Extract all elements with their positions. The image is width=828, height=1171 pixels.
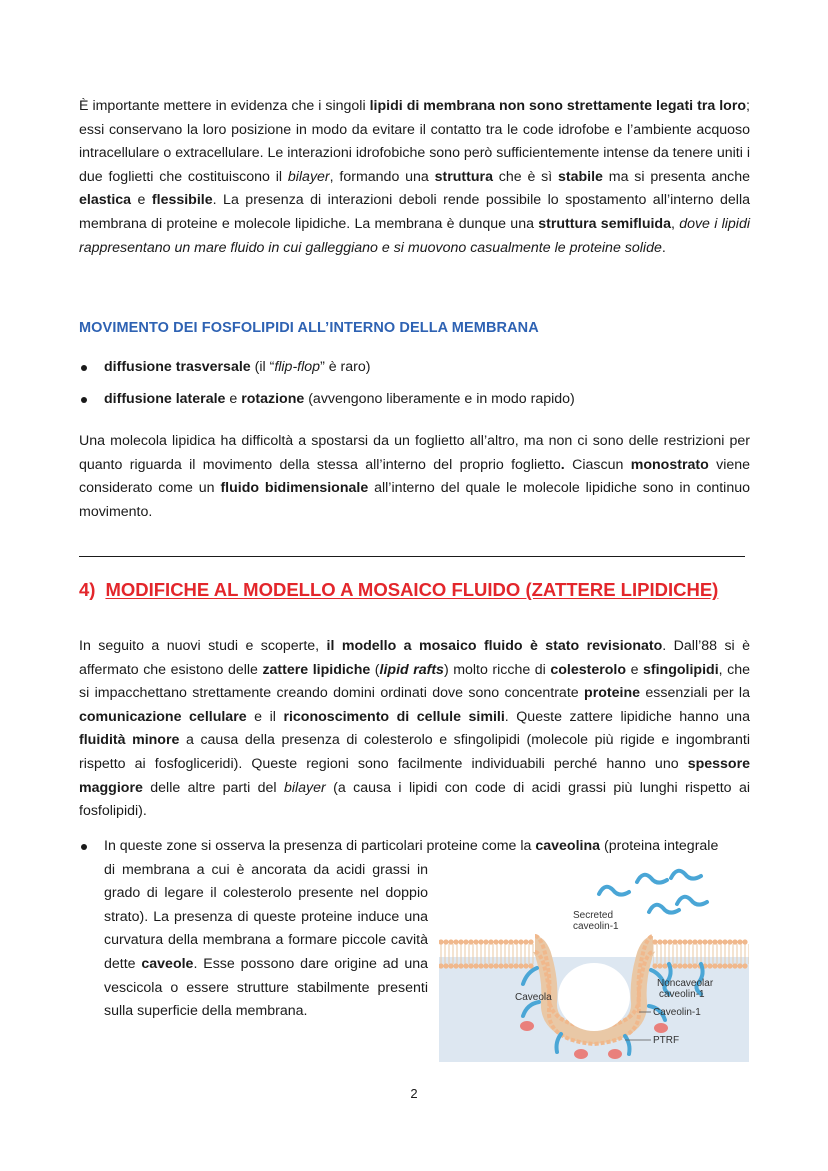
ptrf-oval [520,1021,534,1031]
lipid-head [498,939,503,944]
label-secreted: Secreted [573,910,614,921]
lipid-head [523,963,528,968]
lipid-head [732,939,737,944]
lipid-head [523,939,528,944]
lipid-head [732,963,737,968]
paragraph-lipid-interactions: È importante mettere in evidenza che i singoli lipidi di membrana non sono strettamente legati tra loro; essi conservano la loro posizione in modo da evitare il contatto tra le code idrofobe e l’ambiente acquoso intracellulare o extracellulare. Le interazioni idrofobiche sono però sufficientemente intense da tenere uniti i due foglietti che costituiscono il bilayer, formando una struttura che è sì stabile ma si presenta anche elastica e flessibile. La presenza di interazioni deboli rende possibile lo spostamento all’interno della membrana di proteine e molecole lipidiche. La membrana è dunque una struttura semifluida, dove i lipidi rappresentano un mare fluido in cui galleggiano e si muovono casualmente le proteine solide. [79,98,750,256]
bullet-dot-icon [81,397,87,403]
lipid-head [717,939,722,944]
lipid-head [727,939,732,944]
lipid-head [493,939,498,944]
lipid-head [742,963,747,968]
bullet-dot-icon [81,844,87,850]
lipid-head [742,939,747,944]
lipid-head [463,963,468,968]
lipid-head [443,963,448,968]
lipid-head [677,939,682,944]
lipid-head [682,939,687,944]
paragraph-monolayer: Una molecola lipidica ha difficoltà a spostarsi da un foglietto all’altro, ma non ci sono delle restrizioni per quanto riguarda il movimento della stessa all’interno del proprio foglietto. Ciascun monostrato viene considerato come un fluido bidimensionale all’interno del quale le molecole lipidiche sono in continuo movimento. [79,433,751,520]
label-ptrf: PTRF [653,1035,680,1046]
lipid-head [687,963,692,968]
lipid-head [702,939,707,944]
lipid-head [513,963,518,968]
paragraph-lipid-rafts: In seguito a nuovi studi e scoperte, il modello a mosaico fluido è stato revisionato. Dall’88 si è affermato che esistono delle zattere lipidiche (lipid rafts) molto ricche di colesterolo e sfingolipidi, che si impacchettano strettamente creando domini ordinati dove sono concentrate proteine essenziali per la comunicazione cellulare e il riconoscimento di cellule simili. Queste zattere lipidiche hanno una fluidità minore a causa della presenza di colesterolo e sfingolipidi (molecole più rigide e ingombranti rispetto ai fosfogliceridi). Queste regioni sono facilmente individuabili perché hanno uno spessore maggiore delle altre parti del bilayer (a causa i lipidi con code di acidi grassi più lunghi rispetto ai fosfolipidi). [79,638,751,820]
lipid-head [513,939,518,944]
lipid-head [483,963,488,968]
lipid-head [508,939,513,944]
lipid-head [463,939,468,944]
lipid-head [662,939,667,944]
caveolin-bullet-text: di membrana a cui è ancorata da acidi grassi in grado di legare il colesterolo presente nel doppio strato). La presenza di queste proteine induce una curvatura della membrana a formare piccole cavità dette caveole. Esse possono dare origine ad una vescicola o essere strutture stabilmente presenti sulla superficie della membrana. [104,861,428,1020]
lipid-head [483,939,488,944]
lipid-head [448,963,453,968]
lipid-head [468,963,473,968]
label-noncaveolar-sub: caveolin-1 [659,989,705,1000]
lipid-head [478,963,483,968]
lipid-head [682,963,687,968]
lipid-head [473,963,478,968]
lipid-head [488,939,493,944]
lipid-head [667,939,672,944]
lipid-head [692,963,697,968]
section-heading: MOVIMENTO DEI FOSFOLIPIDI ALL’INTERNO DELLA MEMBRANA [79,320,539,336]
lipid-head [652,939,657,944]
lipid-head [672,939,677,944]
lipid-head [727,963,732,968]
caveola-diagram [439,862,749,1062]
lipid-head [722,939,727,944]
caveola-lumen [558,963,630,1031]
lipid-head [443,939,448,944]
lipid-head [458,939,463,944]
movement-bullet-list [79,356,750,419]
lipid-head [722,963,727,968]
lipid-head [657,939,662,944]
label-caveolin: Caveolin-1 [653,1007,701,1018]
lipid-head [657,963,662,968]
page-number: 2 [410,1086,418,1101]
lipid-head [498,963,503,968]
lipid-head [518,939,523,944]
bullet-item: diffusione laterale e rotazione (avvengono liberamente e in modo rapido) [79,388,750,412]
lipid-head [697,939,702,944]
lipid-head [712,939,717,944]
lipid-head [448,939,453,944]
lipid-head [493,963,498,968]
horizontal-divider [79,556,745,557]
lipid-head [737,963,742,968]
lipid-head [652,963,657,968]
lipid-head [677,963,682,968]
lipid-head [687,939,692,944]
lipid-head [488,963,493,968]
lipid-head [672,963,677,968]
bullet-dot-icon [81,365,87,371]
lipid-head [712,963,717,968]
lipid-head [503,939,508,944]
bullet-item: diffusione trasversale (il “flip-flop” è raro) [79,356,750,380]
caveolin-bullet-first-line: In queste zone si osserva la presenza di particolari proteine come la caveolina (proteina integrale [104,838,719,854]
lipid-head [717,963,722,968]
chapter-heading: 4) MODIFICHE AL MODELLO A MOSAICO FLUIDO (ZATTERE LIPIDICHE) [79,579,719,600]
lipid-head [707,939,712,944]
lipid-head [468,939,473,944]
label-caveola: Caveola [515,992,552,1003]
lipid-head [518,963,523,968]
lipid-head [528,963,533,968]
label-noncaveolar: Noncaveolar [657,978,714,989]
lipid-head [692,939,697,944]
lipid-head [707,963,712,968]
lipid-head [662,963,667,968]
lipid-head [478,939,483,944]
lipid-head [453,963,458,968]
lipid-head [473,939,478,944]
lipid-head [503,963,508,968]
lipid-head [458,963,463,968]
lipid-head [528,939,533,944]
ptrf-oval [608,1049,622,1059]
ptrf-oval [654,1023,668,1033]
lipid-head [453,939,458,944]
lipid-head [737,939,742,944]
ptrf-oval [574,1049,588,1059]
label-secreted-sub: caveolin-1 [573,921,619,932]
lipid-head [508,963,513,968]
